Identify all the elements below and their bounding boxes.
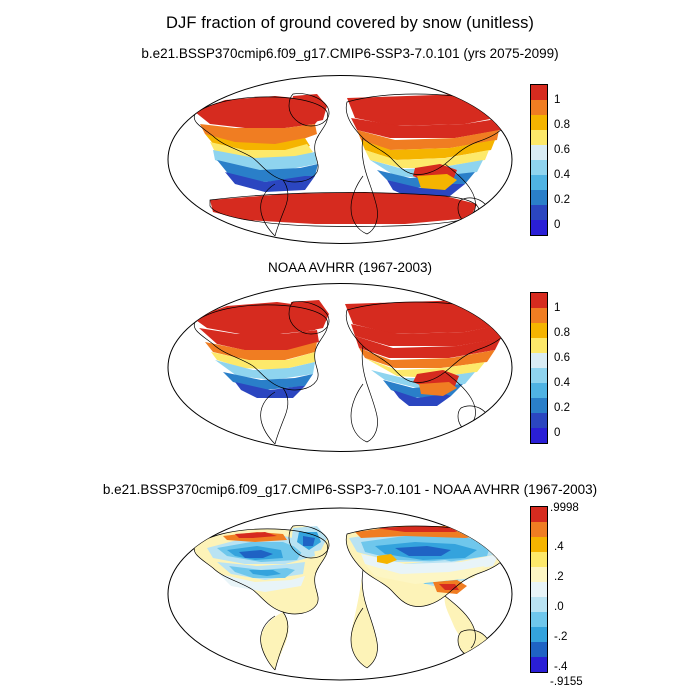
map-svg-difference xyxy=(165,504,515,684)
map-svg-observations xyxy=(165,280,515,455)
colorbar-tick-model-5: 0.2 xyxy=(554,194,570,206)
colorbar-tick-obs-3: 0.6 xyxy=(554,352,570,364)
colorbar-tick-obs-4: 0.4 xyxy=(554,377,570,389)
map-model xyxy=(165,72,515,247)
panel-difference xyxy=(0,470,700,700)
colorbar-strip-difference xyxy=(530,506,548,673)
panel-observations xyxy=(0,250,700,460)
colorbar-tick-model-1: 1 xyxy=(554,94,561,106)
panel-title-difference: b.e21.BSSP370cmip6.f09_g17.CMIP6-SSP3-7.0.101 - NOAA AVHRR (1967-2003) xyxy=(102,482,598,497)
colorbar-strip-observations xyxy=(530,292,548,444)
colorbar-tick-diff-4: -.2 xyxy=(554,631,568,643)
panel-model xyxy=(0,0,700,250)
colorbar-tick-obs-1: 1 xyxy=(554,302,561,314)
colorbar-tick-obs-5: 0.2 xyxy=(554,402,570,414)
colorbar-tick-model-3: 0.6 xyxy=(554,144,570,156)
map-difference xyxy=(165,504,515,684)
colorbar-max-difference: .9998 xyxy=(550,502,579,514)
colorbar-difference xyxy=(530,502,610,688)
colorbar-tick-obs-6: 0 xyxy=(554,427,561,439)
map-observations xyxy=(165,280,515,455)
panel-title-model: b.e21.BSSP370cmip6.f09_g17.CMIP6-SSP3-7.0.101 (yrs 2075-2099) xyxy=(141,46,559,61)
colorbar-min-difference: -.9155 xyxy=(550,676,583,688)
colorbar-tick-obs-2: 0.8 xyxy=(554,327,570,339)
panel-title-observations: NOAA AVHRR (1967-2003) xyxy=(267,260,433,275)
colorbar-tick-diff-2: .2 xyxy=(554,571,564,583)
map-svg-model xyxy=(165,72,515,247)
colorbar-tick-diff-1: .4 xyxy=(554,541,564,553)
colorbar-tick-diff-5: -.4 xyxy=(554,661,568,673)
colorbar-tick-model-6: 0 xyxy=(554,219,561,231)
colorbar-tick-model-2: 0.8 xyxy=(554,119,570,131)
colorbar-tick-diff-3: .0 xyxy=(554,601,564,613)
colorbar-observations xyxy=(530,292,600,444)
page-title: DJF fraction of ground covered by snow (unitless) xyxy=(165,14,535,32)
colorbar-model xyxy=(530,84,600,236)
colorbar-strip-model xyxy=(530,84,548,236)
colorbar-tick-model-4: 0.4 xyxy=(554,169,570,181)
